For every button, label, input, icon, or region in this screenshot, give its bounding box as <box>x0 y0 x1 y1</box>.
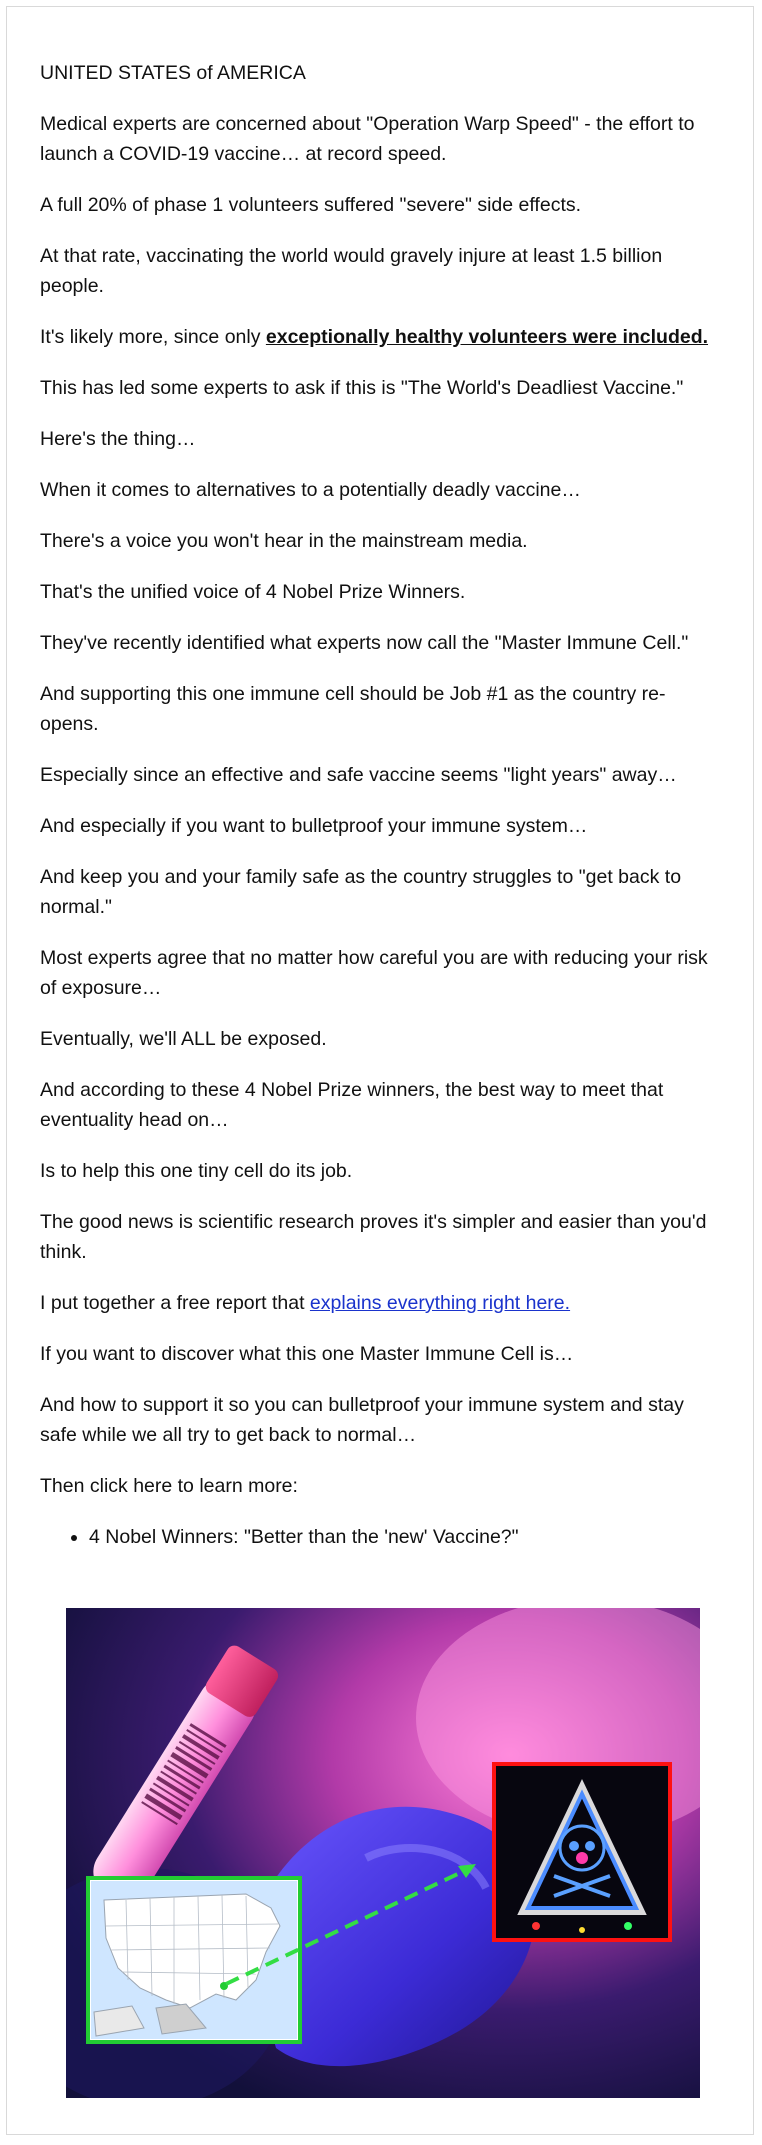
paragraph: And supporting this one immune cell should be Job #1 as the country re-opens. <box>40 683 666 735</box>
report-prefix: I put together a free report that <box>40 1292 310 1314</box>
paragraph: Eventually, we'll ALL be exposed. <box>40 1028 327 1050</box>
email-heading: UNITED STATES of AMERICA <box>40 62 306 84</box>
paragraph: Medical experts are concerned about "Operation Warp Speed" - the effort to launch a COVID-19 vaccine… at record speed. <box>40 113 695 165</box>
paragraph: And how to support it so you can bulletproof your immune system and stay safe while we all try to get back to normal… <box>40 1394 684 1446</box>
paragraph: A full 20% of phase 1 volunteers suffered "severe" side effects. <box>40 194 582 216</box>
paragraph: And keep you and your family safe as the country struggles to "get back to normal." <box>40 866 682 918</box>
paragraph: This has led some experts to ask if this is "The World's Deadliest Vaccine." <box>40 377 684 399</box>
paragraph: That's the unified voice of 4 Nobel Prize Winners. <box>40 581 466 603</box>
bullet-link-text[interactable]: 4 Nobel Winners: "Better than the 'new' Vaccine?" <box>89 1526 519 1548</box>
likely-prefix: It's likely more, since only <box>40 326 266 348</box>
usa-map-icon <box>88 1878 300 2042</box>
paragraph: If you want to discover what this one Master Immune Cell is… <box>40 1343 574 1365</box>
paragraph: The good news is scientific research proves it's simpler and easier than you'd think. <box>40 1211 707 1263</box>
paragraph-likely <box>40 322 720 352</box>
paragraph: When it comes to alternatives to a potentially deadly vaccine… <box>40 479 581 501</box>
hero-illustration <box>66 1608 700 2098</box>
paragraph: Is to help this one tiny cell do its job. <box>40 1160 353 1182</box>
paragraph: And according to these 4 Nobel Prize winners, the best way to meet that eventuality head on… <box>40 1079 664 1131</box>
paragraph: At that rate, vaccinating the world would gravely injure at least 1.5 billion people. <box>40 245 663 297</box>
report-link[interactable]: explains everything right here. <box>309 1292 571 1314</box>
paragraph: Especially since an effective and safe vaccine seems "light years" away… <box>40 764 677 786</box>
paragraph: Then click here to learn more: <box>40 1475 298 1497</box>
link-list <box>40 1522 720 1552</box>
paragraph: There's a voice you won't hear in the mainstream media. <box>40 530 528 552</box>
paragraph: Most experts agree that no matter how careful you are with reducing your risk of exposure… <box>40 947 708 999</box>
hero-image[interactable] <box>66 1608 700 2098</box>
paragraph-report <box>40 1288 720 1318</box>
paragraph: And especially if you want to bulletproof your immune system… <box>40 815 588 837</box>
list-item <box>89 1522 720 1552</box>
paragraph: Here's the thing… <box>40 428 196 450</box>
email-body <box>40 58 720 1552</box>
skull-crossbones-icon <box>494 1764 670 1940</box>
paragraph: They've recently identified what experts now call the "Master Immune Cell." <box>40 632 689 654</box>
likely-emphasis: exceptionally healthy volunteers were included. <box>265 326 709 348</box>
